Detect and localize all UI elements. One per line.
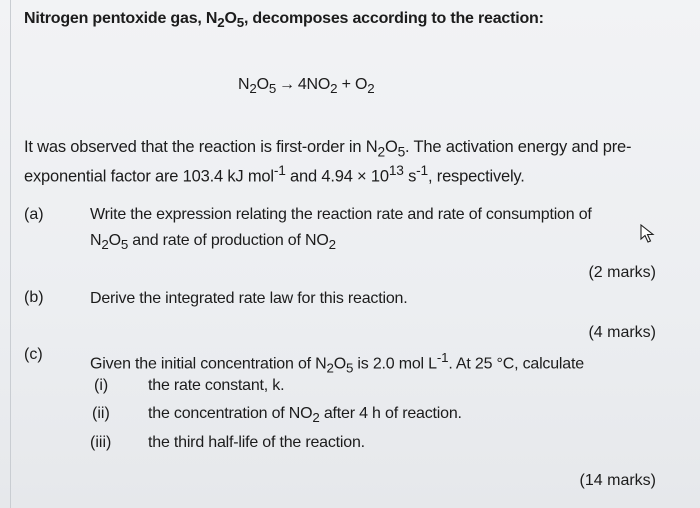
sub-item-text: the rate constant, k. xyxy=(148,377,285,394)
title-sub: 2 xyxy=(217,15,225,31)
question-text: after 4 h of reaction. xyxy=(319,405,462,422)
question-sub: 5 xyxy=(345,360,354,376)
question-label-c: (c) xyxy=(24,346,43,363)
equation-sub: 2 xyxy=(249,81,257,97)
problem-title xyxy=(24,10,544,30)
equation-sub: 5 xyxy=(268,81,277,97)
title-text: O xyxy=(224,10,237,27)
paragraph-text: It was observed that the reaction is first-order in N xyxy=(24,138,378,156)
equation-text: + O xyxy=(337,76,368,93)
marks-a: (2 marks) xyxy=(588,264,656,281)
question-text: N xyxy=(90,232,102,249)
sub-item-label: (i) xyxy=(94,377,109,394)
title-text: , decomposes according to the reaction: xyxy=(243,10,544,27)
paragraph-text: exponential factor are 103.4 kJ mol xyxy=(24,167,274,186)
mouse-pointer-icon xyxy=(640,224,656,244)
question-text: and rate of production of NO xyxy=(128,232,329,249)
equation-sub: 2 xyxy=(367,81,375,97)
title-text: Nitrogen pentoxide gas, N xyxy=(24,10,218,27)
paragraph-sup: -1 xyxy=(273,163,286,178)
question-text: . At 25 °C, calculate xyxy=(448,355,584,373)
paragraph-line-2 xyxy=(24,163,525,187)
sub-item-text: the third half-life of the reaction. xyxy=(148,434,365,451)
question-sub: 2 xyxy=(328,237,336,253)
paragraph-text: s xyxy=(403,167,417,186)
question-text: the concentration of NO xyxy=(148,405,313,422)
question-sub: 2 xyxy=(312,410,320,426)
equation-text: 4NO xyxy=(297,76,331,93)
paragraph-text: . The activation energy and pre- xyxy=(405,138,632,156)
question-c-line xyxy=(90,350,584,376)
question-text: is 2.0 mol L xyxy=(353,355,437,373)
paragraph-sub: 5 xyxy=(397,144,406,160)
paragraph-text: , respectively. xyxy=(428,167,525,186)
sub-item-label: (iii) xyxy=(90,434,112,451)
question-b-text: Derive the integrated rate law for this reaction. xyxy=(90,290,408,307)
equation-text: N xyxy=(238,76,250,93)
sub-item-label: (ii) xyxy=(92,405,110,422)
question-text: O xyxy=(108,232,121,249)
paragraph-text: O xyxy=(384,138,398,156)
question-text: Given the initial concentration of N xyxy=(90,355,327,373)
question-sub: 5 xyxy=(120,237,129,253)
question-a-line-1: Write the expression relating the reaction rate and rate of consumption of xyxy=(90,206,592,223)
question-a-line-2 xyxy=(90,232,336,252)
marks-c: (14 marks) xyxy=(579,472,656,489)
paragraph-sub: 2 xyxy=(377,144,385,160)
paragraph-line-1 xyxy=(24,138,631,159)
question-sub: 2 xyxy=(101,237,109,253)
equation-text: O xyxy=(256,76,269,93)
title-sub: 5 xyxy=(236,15,244,31)
paragraph-sup: -1 xyxy=(416,163,428,178)
paragraph-text: and 4.94 × 10 xyxy=(285,167,389,186)
question-sup: -1 xyxy=(436,350,449,365)
paragraph-sup: 13 xyxy=(388,163,404,178)
marks-b: (4 marks) xyxy=(588,324,656,341)
question-label-b: (b) xyxy=(24,289,44,306)
sub-item-text xyxy=(148,405,462,425)
reaction-arrow: → xyxy=(279,76,295,93)
question-label-a: (a) xyxy=(24,206,44,223)
question-text: O xyxy=(333,355,346,373)
equation-sub: 2 xyxy=(330,81,338,97)
reaction-equation xyxy=(238,76,375,96)
question-sub: 2 xyxy=(326,360,334,376)
